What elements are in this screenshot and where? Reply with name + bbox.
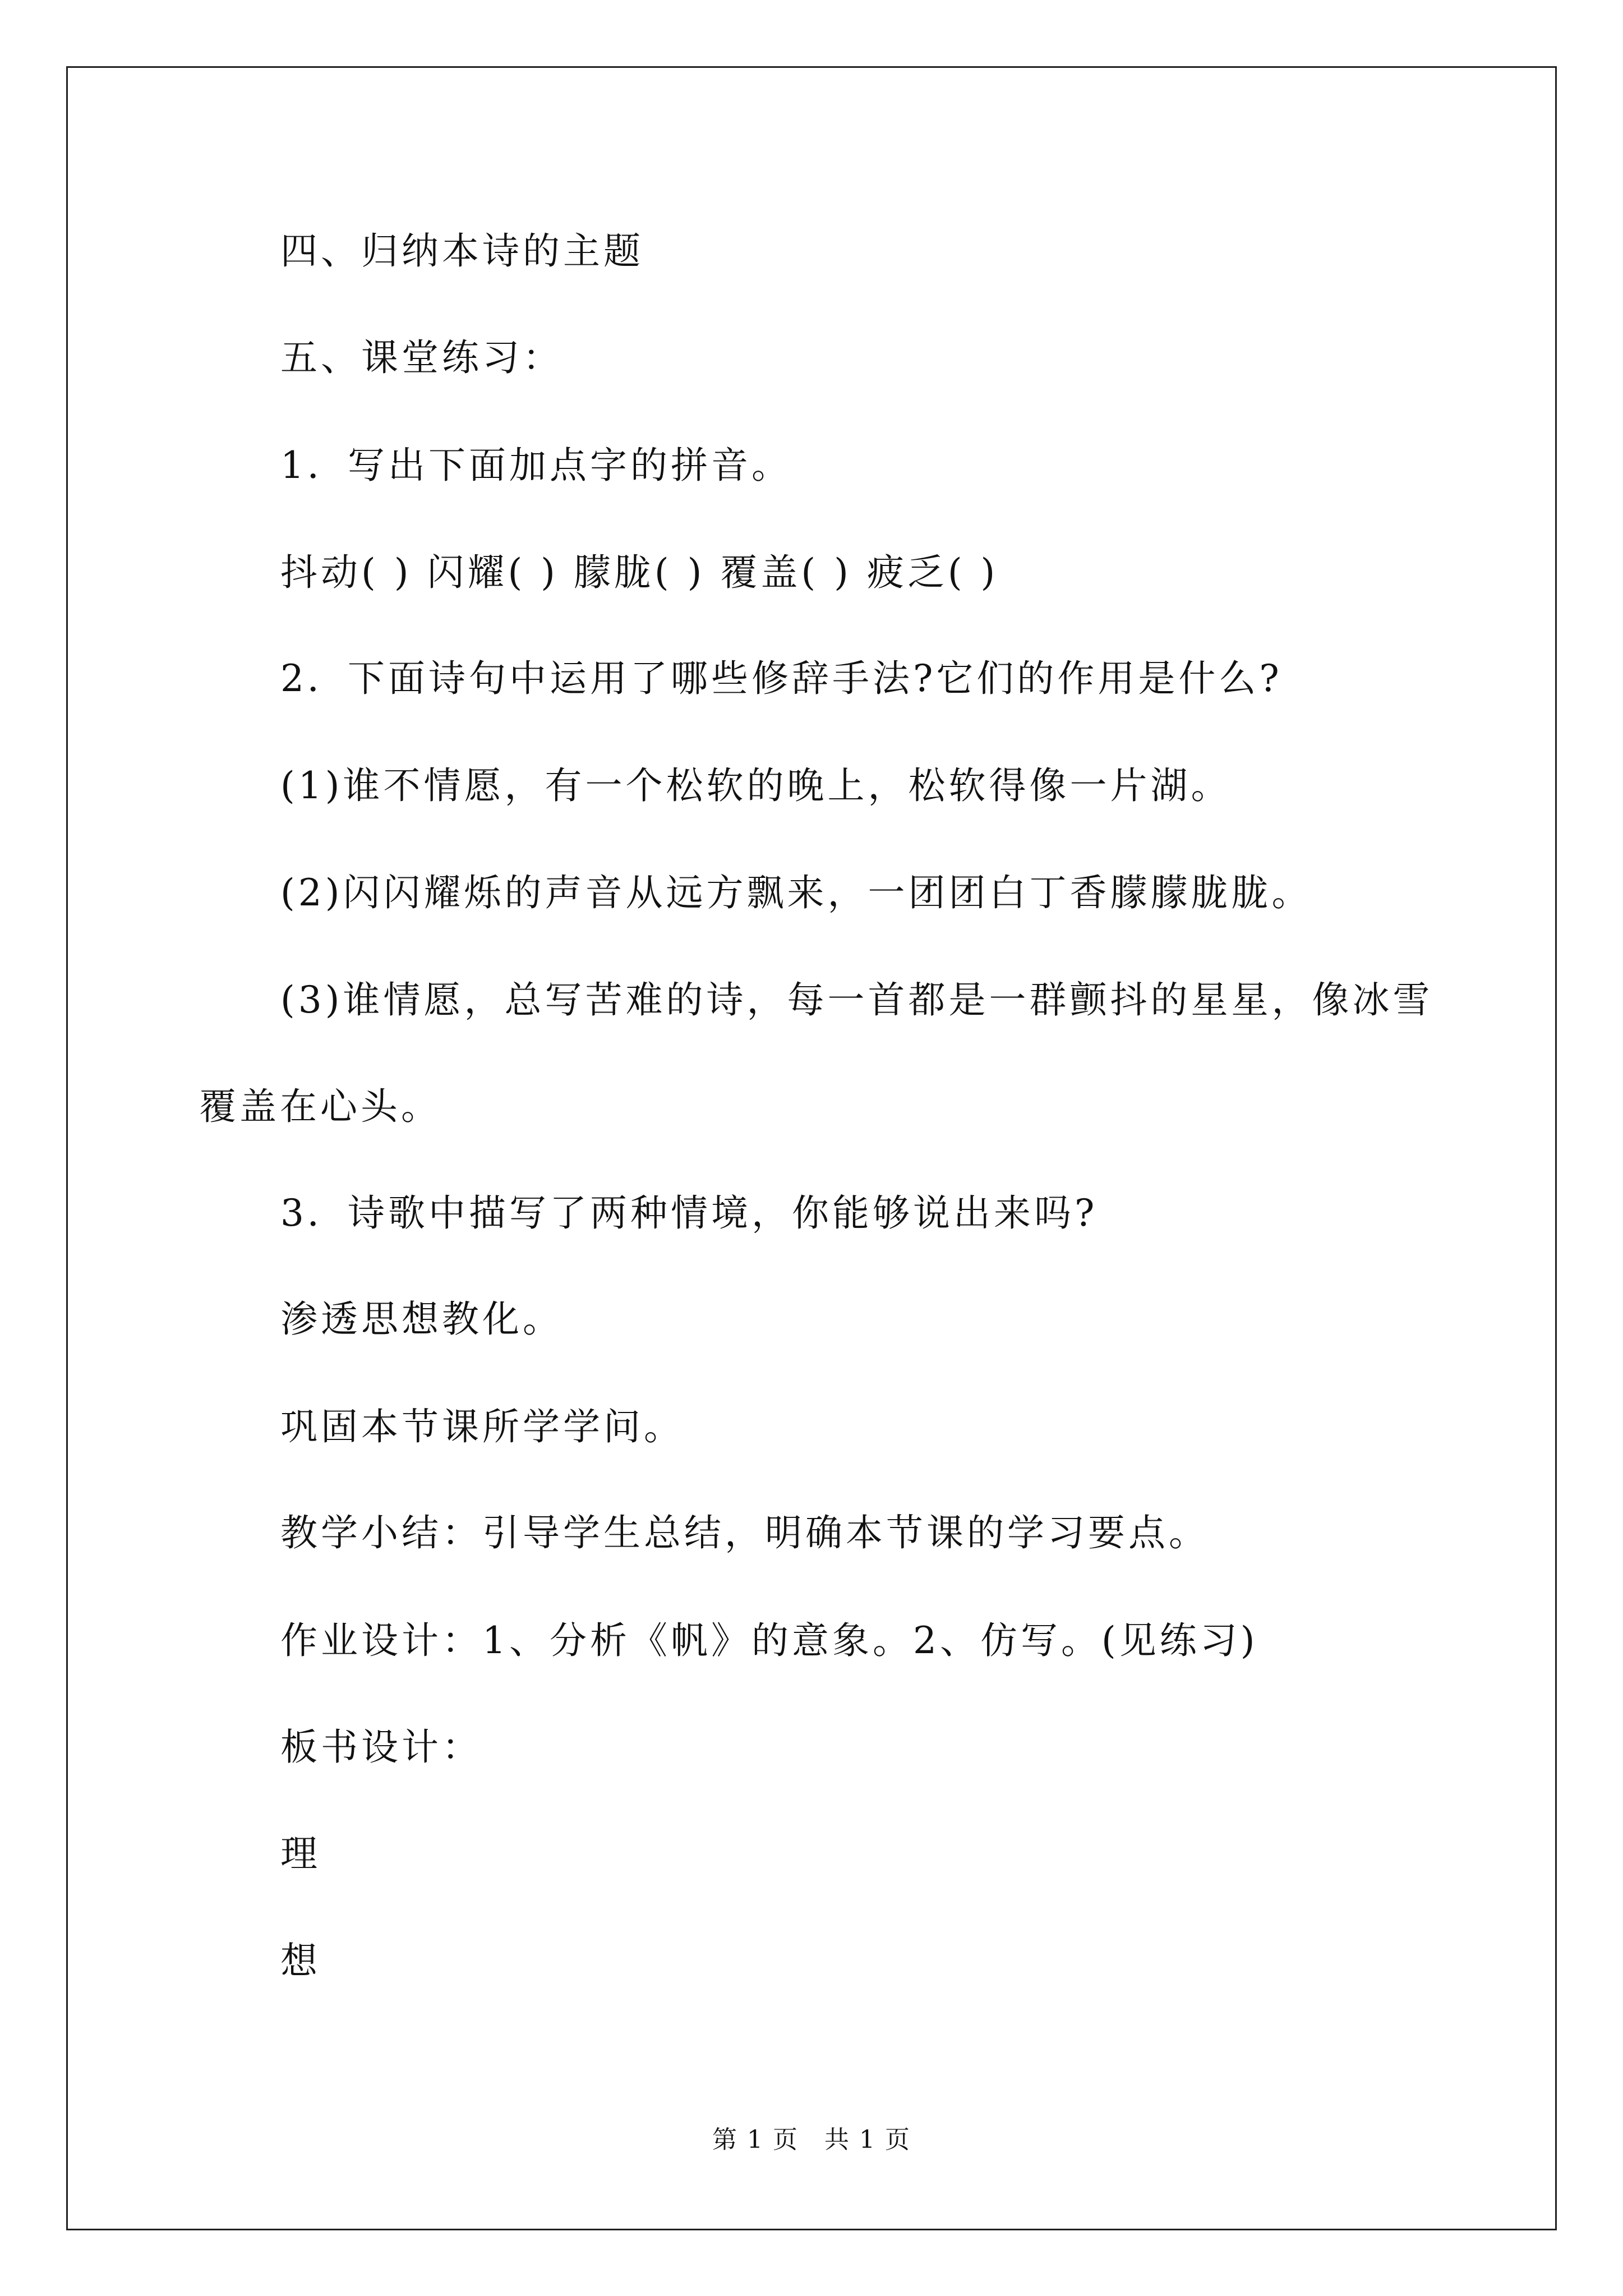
poem-line-3: (3)谁情愿，总写苦难的诗，每一首都是一群颤抖的星星，像冰雪 [280, 978, 1433, 1022]
blackboard-char-li: 理 [280, 1832, 321, 1875]
lesson-summary: 教学小结：引导学生总结，明确本节课的学习要点。 [280, 1511, 1209, 1554]
exercise-question-3: 3．诗歌中描写了两种情境，你能够说出来吗? [280, 1191, 1098, 1235]
pinyin-blanks-line: 抖动( ) 闪耀( ) 朦胧( ) 覆盖( ) 疲乏( ) [280, 551, 999, 594]
exercise-question-1: 1．写出下面加点字的拼音。 [280, 444, 792, 487]
exercise-question-2: 2．下面诗句中运用了哪些修辞手法?它们的作用是什么? [280, 657, 1283, 700]
blackboard-design-heading: 板书设计： [280, 1726, 482, 1769]
page-border [66, 66, 1557, 2230]
section-heading-theme: 四、归纳本诗的主题 [280, 229, 644, 273]
blackboard-char-xiang: 想 [280, 1939, 321, 1982]
poem-line-1: (1)谁不情愿，有一个松软的晚上，松软得像一片湖。 [280, 764, 1232, 807]
consolidation-note: 巩固本节课所学学问。 [280, 1405, 684, 1448]
poem-line-3-continued: 覆盖在心头。 [199, 1085, 441, 1128]
page-number-footer: 第 1 页 共 1 页 [712, 2125, 911, 2154]
homework-design: 作业设计：1、分析《帆》的意象。2、仿写。(见练习) [280, 1619, 1258, 1662]
section-heading-exercises: 五、课堂练习： [280, 336, 563, 379]
poem-line-2: (2)闪闪耀烁的声音从远方飘来，一团团白丁香朦朦胧胧。 [280, 871, 1312, 914]
ideological-education-note: 渗透思想教化。 [280, 1297, 563, 1341]
